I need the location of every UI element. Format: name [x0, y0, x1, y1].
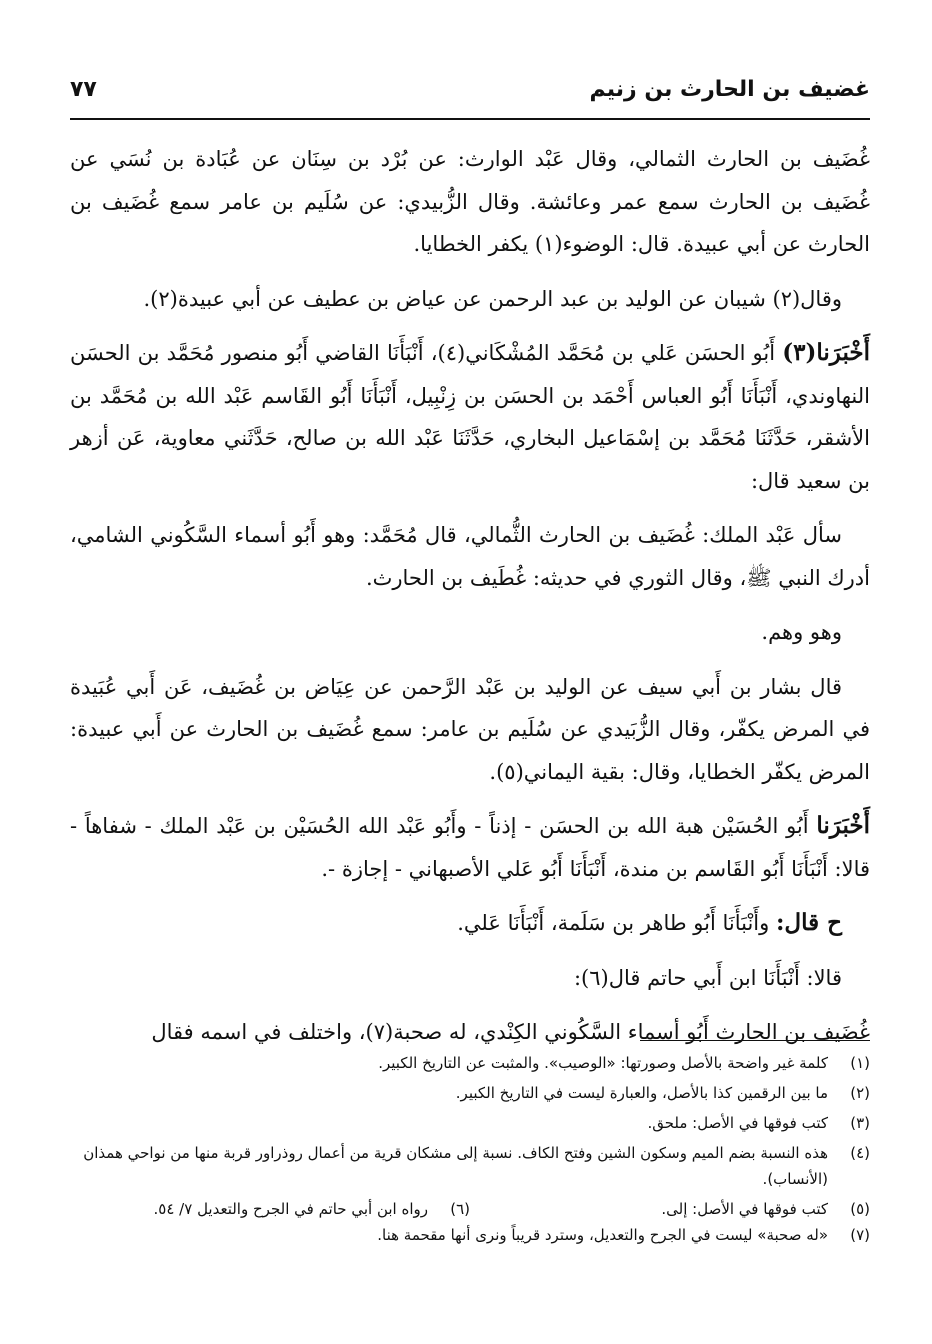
footnotes: [70, 1050, 870, 1252]
isnad-keyword: أَخْبَرَنا: [816, 812, 870, 839]
paragraph: غُضَيف بن الحارث الثمالي، وقال عَبْد الوارث: عن بُرْد بن سِنَان عن عُبَادة بن نُسَي عن غُضَيف بن الحارث سمع عمر وعائشة. وقال الزُّبيدي: عن سُلَيم بن عامر سمع غُضَيف بن الحارث عن أبي عبيدة. قال: الوضوء(١) يكفر الخطايا.: [70, 147, 870, 256]
footnote: (٢) ما بين الرقمين كذا بالأصل، والعبارة ليست في التاريخ الكبير.: [455, 1084, 870, 1102]
footnote: (٤) هذه النسبة بضم الميم وسكون الشين وفتح الكاف. نسبة إلى مشكان قرية من أعمال روذراور قربة منها من نواحي همذان (الأنساب).: [83, 1144, 870, 1188]
header-rule: [70, 118, 870, 120]
paragraph: أَخْبَرَنا(٣) أَبُو الحسَن عَلي بن مُحَمَّد المُشْكَاني(٤)، أَنْبَأَنَا القاضي أَبُو منصور مُحَمَّد بن الحسَن النهاوندي، أَنْبَأَنَا أَبُو العباس أَحْمَد بن الحسَن بن زِنْبِيل، أَنْبَأَنَا أَبُو القَاسم عَبْد الله بن مُحَمَّد بن الأشقر، حَدَّثَنَا مُحَمَّد بن إسْمَاعيل البخاري، حَدَّثَنَا عَبْد الله بن صالح، حَدَّثَني معاوية، عَن أزهر بن سعيد قال:: [70, 339, 870, 493]
paragraph: غُضَيف بن الحارث أَبُو أسماء السَّكُوني الكِنْدي، له صحبة(٧)، واختلف في اسمه فقال: [151, 1020, 870, 1044]
running-title: غضيف بن الحارث بن زنيم: [589, 76, 870, 102]
page-header: [70, 66, 870, 112]
footnote: (١) كلمة غير واضحة بالأصل وصورتها: «الوصيب». والمثبت عن التاريخ الكبير.: [378, 1054, 870, 1072]
paragraph: قال بشار بن أَبي سيف عن الوليد بن عَبْد الرَّحمن عن عِيَاض بن غُضَيف، عَن أَبي عُبَيدة في المرض يكفّر، وقال الزُّبَيدي عن سُلَيم بن عامر: سمع غُضَيف بن الحارث عن أَبي عبيدة: المرض يكفّر الخطايا، وقال: بقية اليماني(٥).: [70, 674, 870, 784]
paragraph: وقال(٢) شيبان عن الوليد بن عبد الرحمن عن عياض بن عطيف عن أبي عبيدة(٢).: [143, 286, 842, 311]
paragraph: قالا: أَنْبَأَنَا ابن أَبي حاتم قال(٦):: [573, 965, 842, 990]
footnote-rule: [640, 1040, 870, 1041]
page-number: ٧٧: [70, 76, 97, 102]
footnote: (٧) «له صحبة» ليست في الجرح والتعديل، وسترد قريباً ونرى أنها مقحمة هنا.: [377, 1226, 870, 1244]
footnote: (٥) كتب فوقها في الأصل: إلى.: [661, 1200, 870, 1218]
isnad-keyword: أَخْبَرَنا(٣): [782, 339, 870, 366]
footnote-row: [70, 1196, 870, 1222]
isnad-keyword: ح قال:: [775, 909, 842, 936]
paragraph: سأل عَبْد الملك: غُضَيف بن الحارث الثُّمالي، قال مُحَمَّد: وهو أَبُو أسماء السَّكُوني الشامي، أدرك النبي ﷺ، وقال الثوري في حديثه: غُطَيف بن الحارث.: [70, 523, 870, 590]
footnote: (٣) كتب فوقها في الأصل: ملحق.: [647, 1114, 870, 1132]
main-text: [70, 138, 870, 1066]
paragraph: ح قال: وأَنْبَأَنَا أَبُو طاهر بن سَلَمة، أَنْبَأَنَا عَلي.: [457, 909, 842, 936]
paragraph: وهو وهم.: [761, 620, 842, 644]
paragraph: أَخْبَرَنا أَبُو الحُسَيْن هبة الله بن الحسَن - إذناً - وأَبُو عَبْد الله الحُسَيْن بن عَبْد الملك - شفاهاً - قالا: أَنْبَأَنَا أَبُو القَاسم بن مندة، أَنْبَأَنَا أَبُو عَلي الأصبهاني - إجازة -.: [70, 812, 870, 881]
footnote: (٦) رواه ابن أبي حاتم في الجرح والتعديل ٧/ ٥٤.: [153, 1200, 470, 1218]
